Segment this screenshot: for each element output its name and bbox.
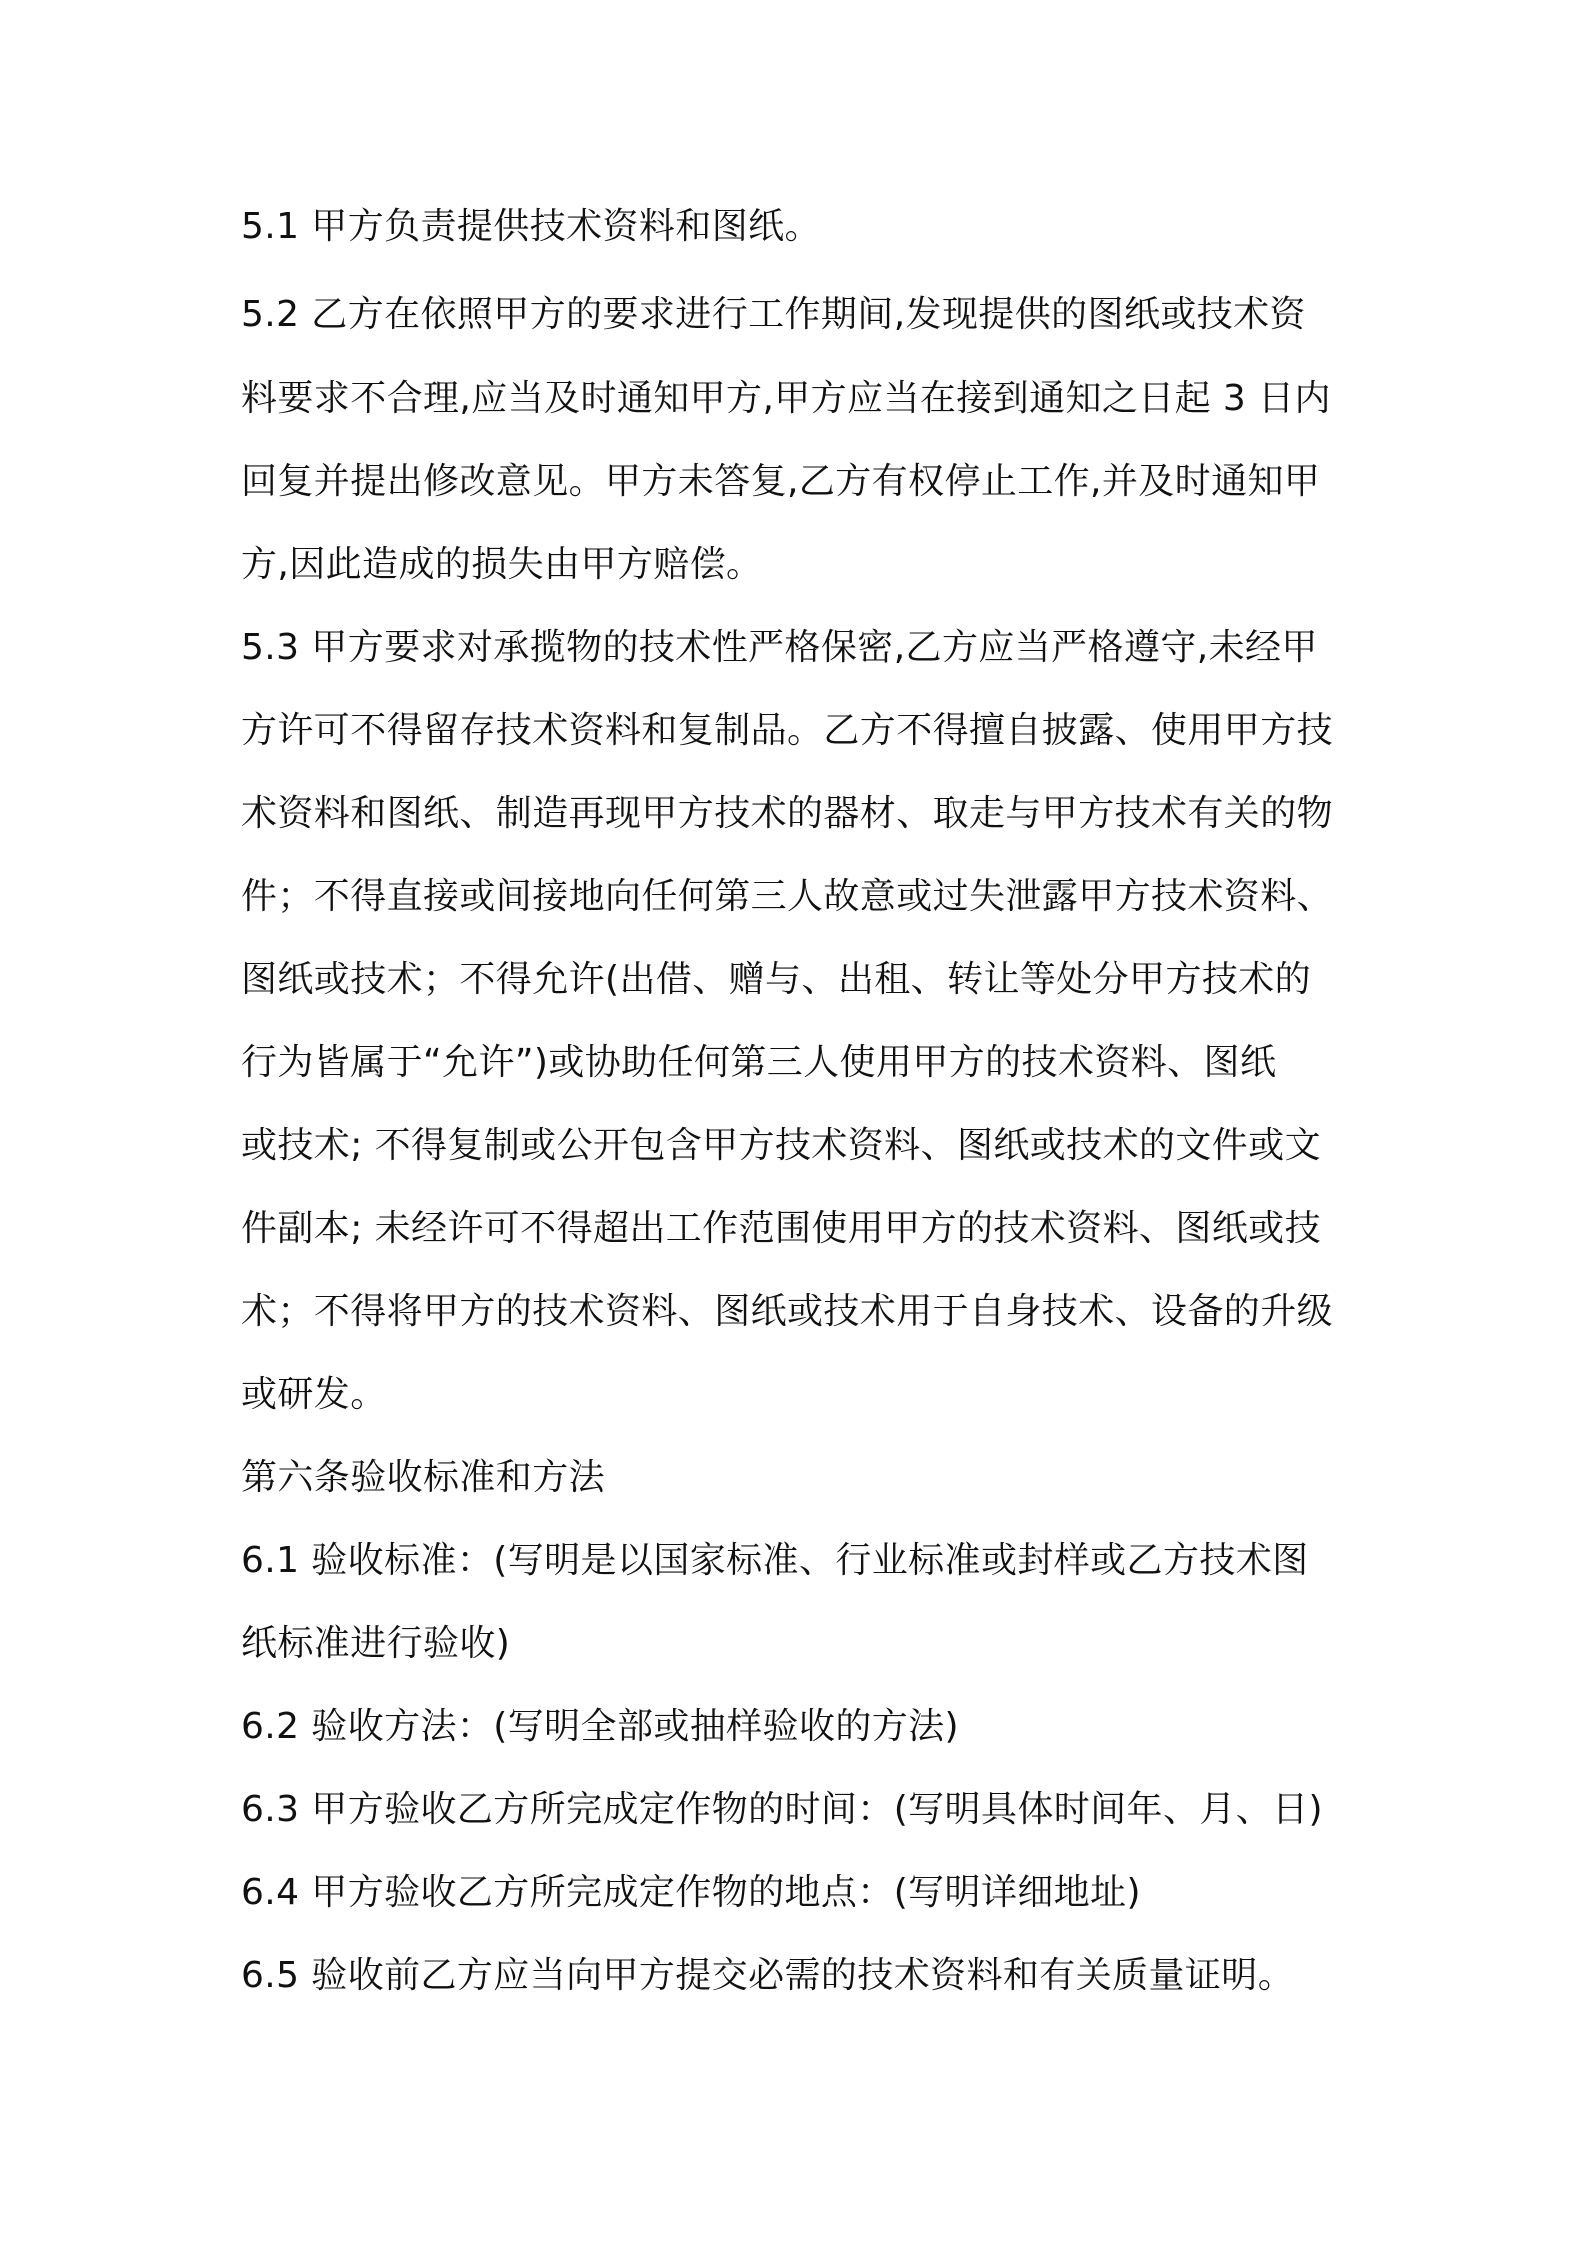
line-6-4: 6.4 甲方验收乙方所完成定作物的地点：(写明详细地址) [241,1872,1141,1913]
line-5-2-b: 料要求不合理,应当及时通知甲方,甲方应当在接到通知之日起 3 日内 [241,378,1331,419]
line-6-3: 6.3 甲方验收乙方所完成定作物的时间：(写明具体时间年、月、日) [241,1789,1323,1830]
line-6-1-a: 6.1 验收标准：(写明是以国家标准、行业标准或封样或乙方技术图 [241,1540,1309,1581]
line-5-2-a: 5.2 乙方在依照甲方的要求进行工作期间,发现提供的图纸或技术资 [241,294,1306,335]
line-5-2-d: 方,因此造成的损失由甲方赔偿。 [241,544,763,585]
line-5-3-g: 或技术; 不得复制或公开包含甲方技术资料、图纸或技术的文件或文 [241,1125,1321,1166]
line-5-1: 5.1 甲方负责提供技术资料和图纸。 [241,206,821,247]
line-6-5: 6.5 验收前乙方应当向甲方提交必需的技术资料和有关质量证明。 [241,1955,1295,1996]
line-5-2-c: 回复并提出修改意见。甲方未答复,乙方有权停止工作,并及时通知甲 [241,461,1321,502]
section-heading-6: 第六条验收标准和方法 [241,1457,606,1498]
line-5-3-j: 或研发。 [241,1374,387,1415]
line-5-3-c: 术资料和图纸、制造再现甲方技术的器材、取走与甲方技术有关的物 [241,793,1334,834]
line-6-1-b: 纸标准进行验收) [241,1623,511,1664]
line-5-3-e: 图纸或技术；不得允许(出借、赠与、出租、转让等处分甲方技术的 [241,959,1312,1000]
line-5-3-h: 件副本; 未经许可不得超出工作范围使用甲方的技术资料、图纸或技 [241,1208,1321,1249]
line-5-3-f: 行为皆属于“允许”)或协助任何第三人使用甲方的技术资料、图纸 [241,1042,1277,1083]
line-5-3-i: 术；不得将甲方的技术资料、图纸或技术用于自身技术、设备的升级 [241,1291,1334,1332]
line-6-2: 6.2 验收方法：(写明全部或抽样验收的方法) [241,1706,959,1747]
line-5-3-a: 5.3 甲方要求对承揽物的技术性严格保密,乙方应当严格遵守,未经甲 [241,627,1318,668]
line-5-3-b: 方许可不得留存技术资料和复制品。乙方不得擅自披露、使用甲方技 [241,710,1334,751]
line-5-3-d: 件；不得直接或间接地向任何第三人故意或过失泄露甲方技术资料、 [241,876,1334,917]
